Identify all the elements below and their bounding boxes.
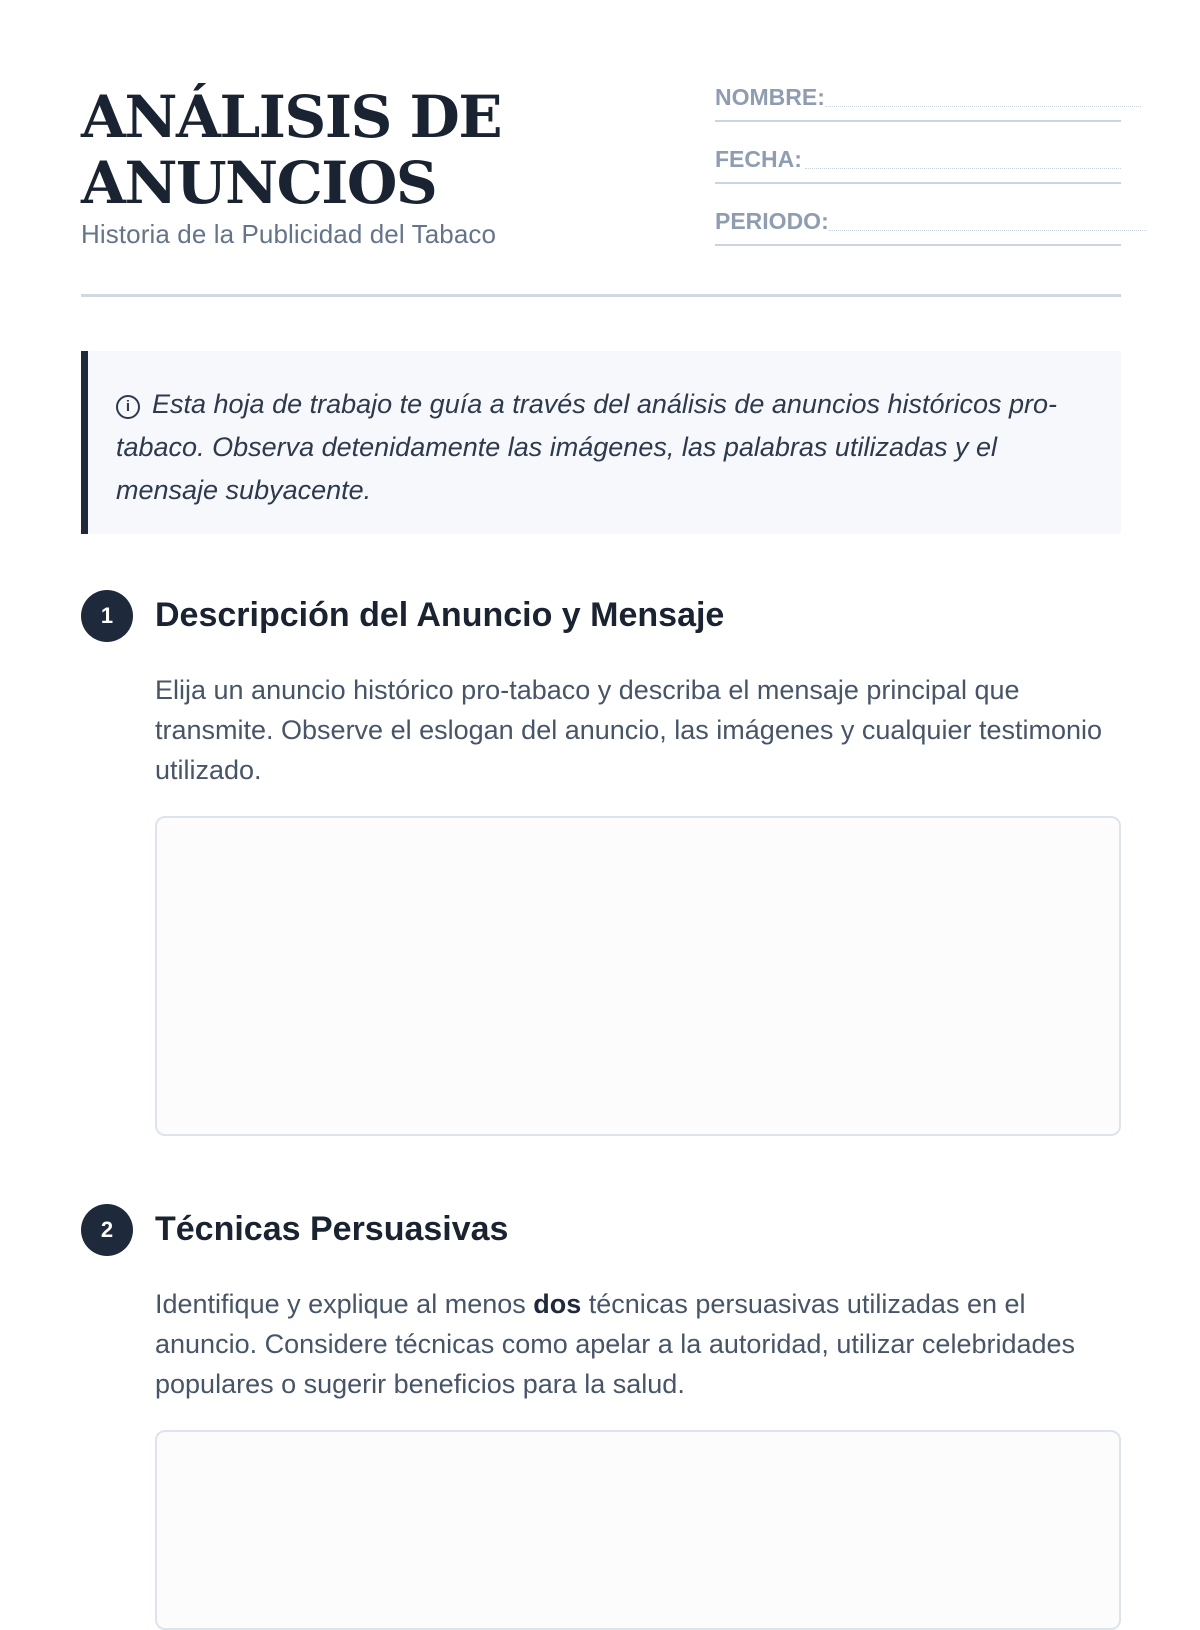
instructions-note [81,351,1121,534]
section-description [155,1284,1115,1404]
date-field-label: FECHA: [715,146,802,172]
info-circle-icon: i [116,395,140,419]
page-subtitle: Historia de la Publicidad del Tabaco [81,219,497,249]
name-field-dotted-line [825,106,1141,107]
page-title: ANÁLISIS DE ANUNCIOS [81,83,502,217]
date-field-dotted-line [805,168,1121,169]
instructions-text: Esta hoja de trabajo te guía a través del análisis de anuncios históricos pro-tabaco. Observa detenidamente las imágenes, las palabras utilizadas y el mensaje subyacente. [116,389,1058,505]
worksheet-header [81,0,1121,296]
period-field-dotted-line [829,230,1147,231]
section-number-badge: 2 [81,1204,133,1256]
section-number-badge: 1 [81,590,133,642]
name-field[interactable] [715,80,1121,142]
name-field-line [715,120,1121,122]
student-info-fields [715,80,1121,266]
section-title: Descripción del Anuncio y Mensaje [155,596,725,634]
section-description-end: técnicas persuasivas utilizadas en el anuncio. Considere técnicas como apelar a la autoridad, utilizar celebridades populares o sugerir beneficios para la salud. [155,1289,1076,1399]
date-field[interactable] [715,142,1121,204]
answer-box-1[interactable] [155,816,1121,1136]
section-description-start: Identifique y explique al menos [155,1289,534,1319]
period-field[interactable] [715,204,1121,266]
period-field-label: PERIODO: [715,208,829,234]
section-title: Técnicas Persuasivas [155,1210,509,1248]
worksheet-page [81,0,1121,1399]
header-divider [81,294,1121,297]
period-field-line [715,244,1121,246]
section-description: Elija un anuncio histórico pro-tabaco y describa el mensaje principal que transmite. Observe el eslogan del anuncio, las imágenes y cualquier testimonio utilizado. [155,675,1103,785]
name-field-label: NOMBRE: [715,84,825,110]
date-field-line [715,182,1121,184]
section-description-emphasis: dos [533,1289,582,1319]
answer-box-2[interactable] [155,1430,1121,1630]
